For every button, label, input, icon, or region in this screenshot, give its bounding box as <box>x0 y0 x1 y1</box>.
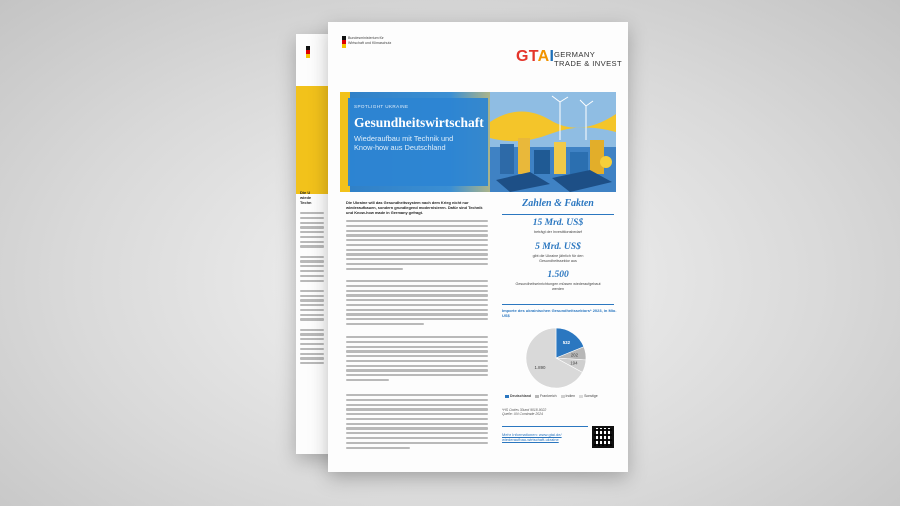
pie-label-indien: 194 <box>570 360 578 366</box>
back-banner-edge <box>296 86 328 194</box>
lead-paragraph: Die Ukraine will das Gesundheitssystem nach dem Krieg nicht nur wiederaufbauen, sondern grundlegend modernisieren. Dafür sind Technik und Know-how made in Germany gefragt. <box>346 200 483 215</box>
chart-legend: Deutschland Frankreich Indien Sonstige <box>502 394 598 398</box>
back-text-column <box>300 212 324 367</box>
more-info-link[interactable]: Mehr Informationen: www.gtai.de/ wiederaufbau-wirtschaft-ukraine <box>502 432 562 442</box>
chart-footnote: *HS Codes 30und 9018-9022 Quelle: UN Comtrade 2024 <box>502 408 547 417</box>
legend-swatch-deutschland <box>505 395 509 398</box>
chart-title: Importe des ukrainischen Gesundheitssektors* 2023, in Mio. US$ <box>502 308 617 318</box>
back-eagle-logo <box>306 46 310 64</box>
body-paragraph-1 <box>346 220 488 273</box>
body-paragraph-3 <box>346 336 488 384</box>
hero-banner <box>340 92 616 192</box>
fact-value-2: 5 Mrd. US$ <box>535 242 581 252</box>
fact-value-1: 15 Mrd. US$ <box>532 218 584 228</box>
legend-swatch-frankreich <box>535 395 539 398</box>
qr-code-icon[interactable] <box>592 426 614 448</box>
ministry-logo: Bundesministerium für Wirtschaft und Klimaschutz <box>342 36 346 54</box>
fact-value-3: 1.500 <box>547 270 569 280</box>
body-paragraph-2 <box>346 280 488 328</box>
renewable-city-illustration <box>490 92 616 192</box>
pie-label-frankreich: 202 <box>570 352 579 358</box>
gtai-name: GERMANY TRADE & INVEST <box>554 50 623 68</box>
facts-heading: Zahlen & Fakten <box>522 198 594 209</box>
banner-eyebrow: SPOTLIGHT UKRAINE <box>354 104 409 109</box>
facts-rule <box>502 214 614 215</box>
gtai-logo: GTAI <box>516 48 555 65</box>
legend-swatch-sonstige <box>579 395 583 398</box>
imports-pie-chart <box>522 322 598 392</box>
fact-caption-3: Gesundheitseinrichtungen müssen wiederaufgebaut werden <box>515 282 601 291</box>
fact-caption-2: gibt die Ukraine jährlich für den Gesundheitssektor aus <box>532 254 584 263</box>
german-flag-icon <box>342 36 346 48</box>
pie-label-deutschland: 532 <box>562 340 571 346</box>
back-lead-fragment: Die U wiede Techn <box>300 190 312 205</box>
pie-label-sonstige: 1.890 <box>534 365 546 371</box>
page-subtitle: Wiederaufbau mit Technik und Know-how aus Deutschland <box>354 134 454 152</box>
legend-swatch-indien <box>561 395 565 398</box>
fact-caption-1: beträgt der Investitionsbedarf <box>534 230 582 234</box>
page-title: Gesundheitswirtschaft <box>354 115 484 130</box>
chart-rule <box>502 304 614 305</box>
info-rule <box>502 426 588 427</box>
front-flyer-page <box>328 22 628 472</box>
body-paragraph-4 <box>346 394 488 451</box>
